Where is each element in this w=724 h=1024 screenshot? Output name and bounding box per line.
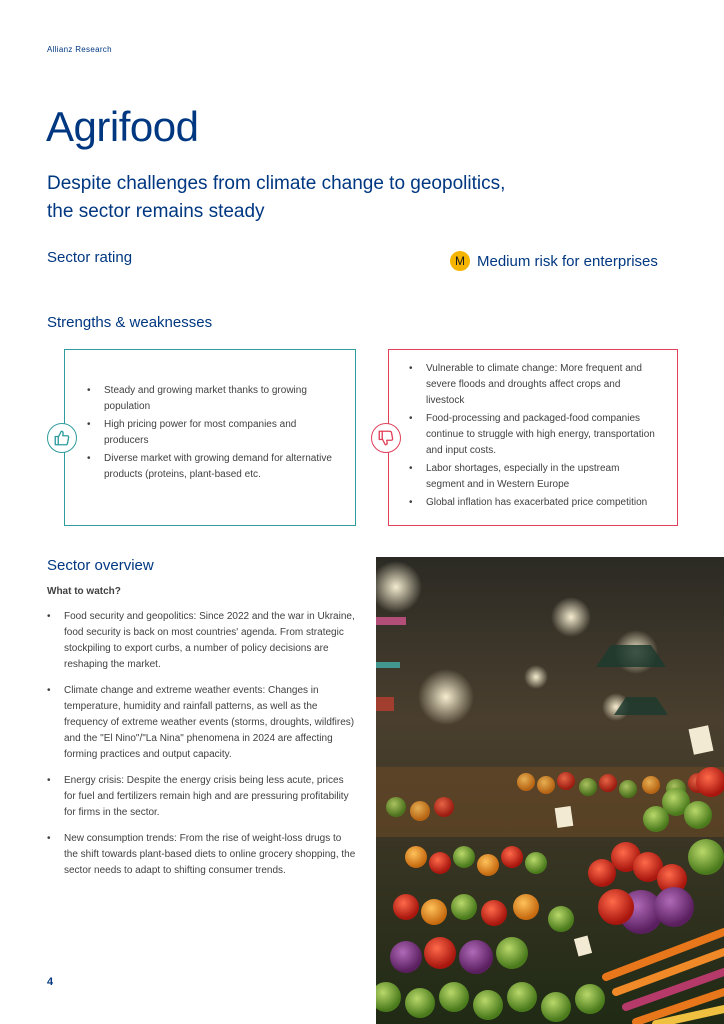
- strengths-list: [104, 383, 342, 485]
- sector-rating-value: [450, 251, 658, 271]
- overview-item: • Food security and geopolitics: Since 2022 and the war in Ukraine, food security is back on most countries' agenda. From strategic stockpiling to export curbs, a number of policy decisions are reshaping the market.: [64, 609, 356, 673]
- weakness-item: • Vulnerable to climate change: More frequent and severe floods and droughts affect crops and livestock: [426, 361, 658, 409]
- what-to-watch-label: What to watch?: [47, 586, 121, 597]
- overview-item: • New consumption trends: From the rise of weight-loss drugs to the shift towards plant-based diets to online grocery shopping, the sector needs to adapt to shifting consumer trends.: [64, 831, 356, 879]
- market-produce-photo: [376, 557, 724, 1024]
- thumbs-up-icon: [47, 423, 77, 453]
- header-label: Allianz Research: [47, 45, 112, 54]
- strength-item: • High pricing power for most companies and producers: [104, 417, 342, 449]
- subtitle-line-1: Despite challenges from climate change to geopolitics,: [47, 173, 506, 194]
- sector-overview-heading: Sector overview: [47, 557, 154, 574]
- sector-rating-heading: Sector rating: [47, 249, 133, 266]
- strength-item: • Diverse market with growing demand for alternative products (proteins, plant-based etc.: [104, 451, 342, 483]
- overview-list: [64, 609, 356, 889]
- rating-text: Medium risk for enterprises: [477, 252, 658, 270]
- strengths-weaknesses-heading: Strengths & weaknesses: [47, 314, 213, 331]
- overview-item: • Energy crisis: Despite the energy crisis being less acute, prices for fuel and fertilizers remain high and are pressuring profitability for firms in the sector.: [64, 773, 356, 821]
- rating-badge: M: [450, 251, 470, 271]
- subtitle-line-2: the sector remains steady: [47, 201, 265, 222]
- weakness-item: • Global inflation has exacerbated price competition: [426, 495, 658, 511]
- strength-item: • Steady and growing market thanks to growing population: [104, 383, 342, 415]
- thumbs-down-icon: [371, 423, 401, 453]
- weakness-item: • Food-processing and packaged-food companies continue to struggle with high energy, transportation and input costs.: [426, 411, 658, 459]
- weakness-item: • Labor shortages, especially in the upstream segment and in Western Europe: [426, 461, 658, 493]
- page-number: 4: [47, 976, 54, 988]
- weaknesses-list: [426, 361, 658, 513]
- page-subtitle: [47, 170, 607, 226]
- overview-item: • Climate change and extreme weather events: Changes in temperature, humidity and rainfall patterns, as well as the frequency of extreme weather events (storms, droughts, wildfires) and the "El Nino"/"La Nina" phenomena in 2024 are affecting forming practices and output capacity.: [64, 683, 356, 763]
- page-title: Agrifood: [46, 103, 199, 150]
